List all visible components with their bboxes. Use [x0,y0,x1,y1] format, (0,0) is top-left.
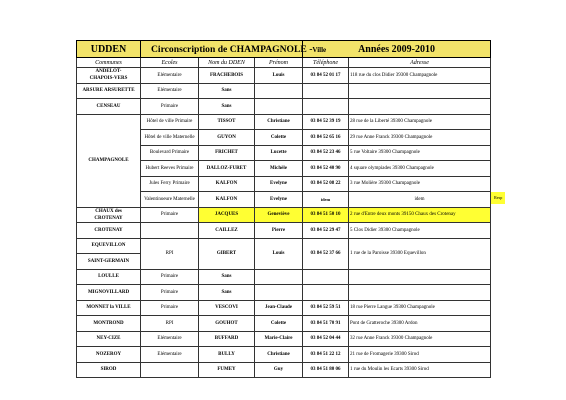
cell-ecole: Primaire [141,207,199,223]
cell-commune: MONNET la VILLE [77,300,141,316]
cell-tel: 03 84 52 23 46 [303,145,349,161]
cell-prenom: Evelyne [255,192,303,208]
cell-adresse: 28 rue de la Liberté 39300 Champagnole [349,114,491,130]
cell-adresse: 1 rue de la Paroisse 39300 Equevillon [349,238,491,269]
cell-commune: CHAUX des CROTENAY [77,207,141,223]
cell-adresse: 32 rue Anne Franck 39300 Champagnole [349,331,491,347]
table-row [77,114,491,130]
cell-tel: 03 84 51 22 12 [303,347,349,363]
cell-commune: CROTENAY [77,223,141,239]
table-row [77,316,491,332]
cell-prenom: Colette [255,316,303,332]
cell-prenom: Lucette [255,145,303,161]
cell-tel: 03 84 52 01 17 [303,68,349,84]
cell-commune: MIGNOVILLARD [77,285,141,301]
title-annees: Années 2009-2010 [303,41,491,58]
table-row [77,223,491,239]
cell-commune: SIROD [77,362,141,378]
cell-adresse [349,83,491,99]
column-header: Nom du DDEN [199,58,255,68]
table-row [77,362,491,378]
cell-adresse: 21 rue de Fromagerie 39300 Sirod [349,347,491,363]
table-row [77,83,491,99]
cell-tel [303,99,349,115]
cell-commune: NOZEROY [77,347,141,363]
cell-ecole: Elémentaire [141,68,199,84]
cell-tel: 03 84 52 59 51 [303,300,349,316]
cell-tel: 03 84 52 40 90 [303,161,349,177]
cell-tel: 03 84 52 04 44 [303,331,349,347]
cell-commune: LOULLE [77,269,141,285]
cell-commune: MONTROND [77,316,141,332]
table-row [77,238,491,254]
cell-tel: 03 84 51 70 91 [303,316,349,332]
cell-commune: EQUEVILLON [77,238,141,254]
cell-adresse: idem [349,192,491,208]
cell-ecole: Primaire [141,99,199,115]
cell-nom: GIBERT [199,238,255,269]
column-header: Adresse [349,58,491,68]
cell-adresse: 5 Clos Didier 39300 Champagnole [349,223,491,239]
cell-nom: GOUHOT [199,316,255,332]
cell-ecole: Boulevard Primaire [141,145,199,161]
title-circonscription: Circonscription de CHAMPAGNOLE -Ville [141,41,303,58]
table-row [77,207,491,223]
cell-nom: KALFON [199,176,255,192]
cell-nom: DALLOZ-FURET [199,161,255,177]
cell-nom: CAILLEZ [199,223,255,239]
column-header: Prénom [255,58,303,68]
cell-nom: BUFFARD [199,331,255,347]
cell-nom: VESCOVI [199,300,255,316]
cell-commune: CENSEAU [77,99,141,115]
cell-ecole: Hubert Reeves Primaire [141,161,199,177]
cell-tel: 03 84 51 50 10 [303,207,349,223]
table-row [77,285,491,301]
cell-prenom: Colette [255,130,303,146]
cell-tel: 03 84 52 08 22 [303,176,349,192]
table-row [77,347,491,363]
cell-ecole: Jules Ferry Primaire [141,176,199,192]
cell-nom: KALFON [199,192,255,208]
cell-prenom: Marie-Claire [255,331,303,347]
cell-prenom: Louis [255,238,303,269]
cell-adresse: 5 rue Voltaire 39300 Champagnole [349,145,491,161]
cell-commune: ARSURE ARSURETTE [77,83,141,99]
cell-ecole: Elémentaire [141,347,199,363]
header-row [77,58,491,68]
cell-nom: FUMEY [199,362,255,378]
cell-prenom: Evelyne [255,176,303,192]
cell-ecole: Hôtel de ville Maternelle [141,130,199,146]
cell-tel [303,83,349,99]
cell-commune: ANDELOT- CHAPOIS-VERS [77,68,141,84]
cell-ecole: Hôtel de ville Primaire [141,114,199,130]
table-row [77,300,491,316]
cell-prenom: Pierre [255,223,303,239]
cell-ecole: Elémentaire [141,331,199,347]
cell-nom: FRICHET [199,145,255,161]
cell-nom: FRACHEBOIS [199,68,255,84]
cell-prenom: Michèle [255,161,303,177]
overflow-note: Resp [491,192,505,204]
cell-nom: Sans [199,99,255,115]
cell-tel: idem [303,192,349,208]
cell-prenom [255,285,303,301]
cell-nom: TISSOT [199,114,255,130]
cell-tel: 03 84 52 65 16 [303,130,349,146]
cell-adresse: Pont de Gratteroche 39300 Ardon [349,316,491,332]
cell-tel: 03 84 51 80 06 [303,362,349,378]
table-row [77,68,491,84]
cell-adresse: 2 rue d'Entre deux monts 39150 Chaux des Crotenay [349,207,491,223]
cell-nom: BULLY [199,347,255,363]
column-header: Communes [77,58,141,68]
table-body [77,68,491,378]
cell-nom: Sans [199,269,255,285]
cell-prenom: Jean-Claude [255,300,303,316]
column-header: Téléphone [303,58,349,68]
title-udden: UDDEN [77,41,141,58]
cell-adresse [349,269,491,285]
cell-nom: JACQUES [199,207,255,223]
cell-ecole: Valentinoeure Maternelle [141,192,199,208]
cell-ecole: Primaire [141,269,199,285]
cell-ecole: Primaire [141,285,199,301]
cell-ecole: Elémentaire [141,83,199,99]
cell-ecole [141,362,199,378]
cell-nom: Sans [199,83,255,99]
cell-adresse: 4 square olympiades 39300 Champagnole [349,161,491,177]
table-row [77,99,491,115]
cell-adresse: 18 rue Pierre Langue 39300 Champagnole [349,300,491,316]
title-row [77,41,491,58]
cell-prenom [255,269,303,285]
cell-adresse [349,285,491,301]
cell-prenom: Geneviève [255,207,303,223]
cell-adresse: 3 rue Molière 39300 Champagnole [349,176,491,192]
cell-tel: 03 84 52 37 66 [303,238,349,269]
cell-prenom: Christiane [255,347,303,363]
table-row [77,269,491,285]
cell-tel: 03 84 52 29 47 [303,223,349,239]
cell-nom: Sans [199,285,255,301]
cell-ecole: RPI [141,316,199,332]
cell-nom: GUYON [199,130,255,146]
cell-adresse: 29 rue Anne Franck 39300 Champagnole [349,130,491,146]
cell-ecole [141,223,199,239]
dden-table [76,40,491,378]
cell-prenom: Guy [255,362,303,378]
cell-prenom: Christiane [255,114,303,130]
cell-ecole: Primaire [141,300,199,316]
cell-ecole: RPI [141,238,199,269]
cell-prenom: Louis [255,68,303,84]
cell-prenom [255,83,303,99]
cell-adresse: 1 rue du Moulin les Ecarts 39300 Sirod [349,362,491,378]
cell-adresse: 118 rue du clos Didier 39300 Champagnole [349,68,491,84]
cell-commune: CHAMPAGNOLE [77,114,141,207]
cell-commune: SAINT-GERMAIN [77,254,141,270]
column-header: Ecoles [141,58,199,68]
cell-commune: NEY-CIZE [77,331,141,347]
cell-tel: 03 84 52 39 19 [303,114,349,130]
cell-prenom [255,99,303,115]
cell-tel [303,269,349,285]
table-row [77,331,491,347]
cell-adresse [349,99,491,115]
cell-tel [303,285,349,301]
